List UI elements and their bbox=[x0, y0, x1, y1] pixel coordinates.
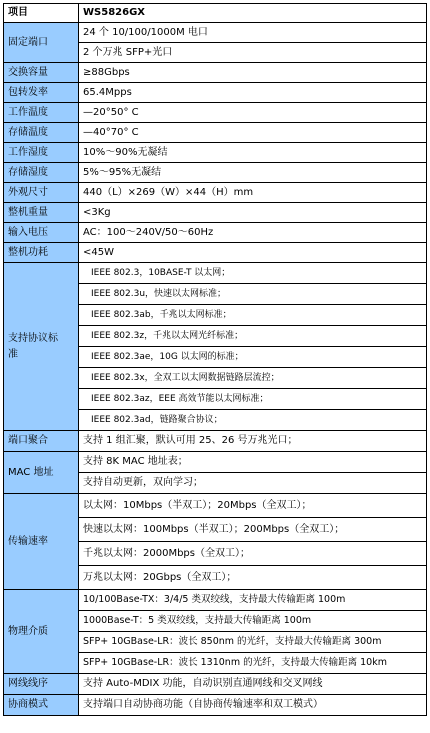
table-row bbox=[4, 83, 427, 103]
row-value: IEEE 802.3ae，10G 以太网的标准； bbox=[79, 347, 427, 368]
row-value: —40°70° C bbox=[79, 123, 427, 143]
row-value: SFP+ 10GBase-LR：波长 850nm 的光纤，支持最大传输距离 300m bbox=[79, 632, 427, 653]
row-value: IEEE 802.3u，快速以太网标准； bbox=[79, 284, 427, 305]
row-label-storage-humidity: 存储湿度 bbox=[4, 163, 79, 183]
table-row bbox=[4, 431, 427, 452]
table-row bbox=[4, 452, 427, 473]
spec-table bbox=[3, 3, 427, 716]
table-row bbox=[4, 263, 427, 284]
row-value: 万兆以太网：20Gbps（全双工）； bbox=[79, 566, 427, 590]
row-value: 440（L）×269（W）×44（H）mm bbox=[79, 183, 427, 203]
table-row bbox=[4, 163, 427, 183]
row-value: 支持 8K MAC 地址表； bbox=[79, 452, 427, 473]
table-row bbox=[4, 203, 427, 223]
row-label-switching-capacity: 交换容量 bbox=[4, 63, 79, 83]
table-row bbox=[4, 143, 427, 163]
table-row bbox=[4, 494, 427, 518]
row-value: —20°50° C bbox=[79, 103, 427, 123]
protocol-standards-label-text: 支持协议标准 bbox=[8, 332, 58, 360]
row-value: 1000Base-T：5 类双绞线，支持最大传输距离 100m bbox=[79, 611, 427, 632]
row-value: 10/100Base-TX：3/4/5 类双绞线，支持最大传输距离 100m bbox=[79, 590, 427, 611]
row-label-mac-address: MAC 地址 bbox=[4, 452, 79, 494]
row-value: SFP+ 10GBase-LR：波长 1310nm 的光纤，支持最大传输距离 10km bbox=[79, 653, 427, 674]
row-value: 支持端口自动协商功能（自协商传输速率和双工模式） bbox=[79, 695, 427, 716]
row-value: IEEE 802.3z，千兆以太网光纤标准； bbox=[79, 326, 427, 347]
row-value: IEEE 802.3ab，千兆以太网标准； bbox=[79, 305, 427, 326]
row-value: 支持 1 组汇聚，默认可用 25、26 号万兆光口； bbox=[79, 431, 427, 452]
row-value: 65.4Mpps bbox=[79, 83, 427, 103]
row-value: 千兆以太网：2000Mbps（全双工）； bbox=[79, 542, 427, 566]
row-label-fixed-ports: 固定端口 bbox=[4, 23, 79, 63]
row-label-operating-humidity: 工作湿度 bbox=[4, 143, 79, 163]
table-row bbox=[4, 63, 427, 83]
table-row bbox=[4, 183, 427, 203]
table-row bbox=[4, 674, 427, 695]
row-label-operating-temperature: 工作温度 bbox=[4, 103, 79, 123]
row-value: IEEE 802.3ad，链路聚合协议； bbox=[79, 410, 427, 431]
row-label-dimensions: 外观尺寸 bbox=[4, 183, 79, 203]
row-value: 24 个 10/100/1000M 电口 bbox=[79, 23, 427, 43]
table-row bbox=[4, 695, 427, 716]
table-row bbox=[4, 123, 427, 143]
row-label-input-voltage: 输入电压 bbox=[4, 223, 79, 243]
row-label-cable-sequence: 网线线序 bbox=[4, 674, 79, 695]
row-value: 10%～90%无凝结 bbox=[79, 143, 427, 163]
table-row bbox=[4, 23, 427, 43]
row-value: 5%～95%无凝结 bbox=[79, 163, 427, 183]
row-value: IEEE 802.3，10BASE-T 以太网； bbox=[79, 263, 427, 284]
spec-table-container bbox=[3, 3, 427, 716]
row-value: ≥88Gbps bbox=[79, 63, 427, 83]
row-value: 支持 Auto-MDIX 功能，自动识别直通网线和交叉网线 bbox=[79, 674, 427, 695]
row-label-protocol-standards bbox=[4, 263, 79, 431]
row-label-negotiation-mode: 协商模式 bbox=[4, 695, 79, 716]
row-value: 快速以太网：100Mbps（半双工）；200Mbps（全双工）； bbox=[79, 518, 427, 542]
table-row bbox=[4, 590, 427, 611]
table-row bbox=[4, 243, 427, 263]
row-value: <3Kg bbox=[79, 203, 427, 223]
row-value: AC：100～240V/50～60Hz bbox=[79, 223, 427, 243]
row-value: 以太网：10Mbps（半双工）；20Mbps（全双工）； bbox=[79, 494, 427, 518]
row-label-physical-media: 物理介质 bbox=[4, 590, 79, 674]
row-label-forwarding-rate: 包转发率 bbox=[4, 83, 79, 103]
table-header-row bbox=[4, 4, 427, 23]
row-value: 支持自动更新，双向学习； bbox=[79, 473, 427, 494]
row-label-storage-temperature: 存储温度 bbox=[4, 123, 79, 143]
row-value: IEEE 802.3x，全双工以太网数据链路层流控； bbox=[79, 368, 427, 389]
row-value: 2 个万兆 SFP+光口 bbox=[79, 43, 427, 63]
row-label-power-consumption: 整机功耗 bbox=[4, 243, 79, 263]
header-item-label: 项目 bbox=[4, 4, 79, 23]
row-label-port-aggregation: 端口聚合 bbox=[4, 431, 79, 452]
row-label-transmission-rate: 传输速率 bbox=[4, 494, 79, 590]
row-value: IEEE 802.3az，EEE 高效节能以太网标准； bbox=[79, 389, 427, 410]
row-value: <45W bbox=[79, 243, 427, 263]
header-model-name: WS5826GX bbox=[79, 4, 427, 23]
table-row bbox=[4, 223, 427, 243]
row-label-weight: 整机重量 bbox=[4, 203, 79, 223]
table-row bbox=[4, 103, 427, 123]
